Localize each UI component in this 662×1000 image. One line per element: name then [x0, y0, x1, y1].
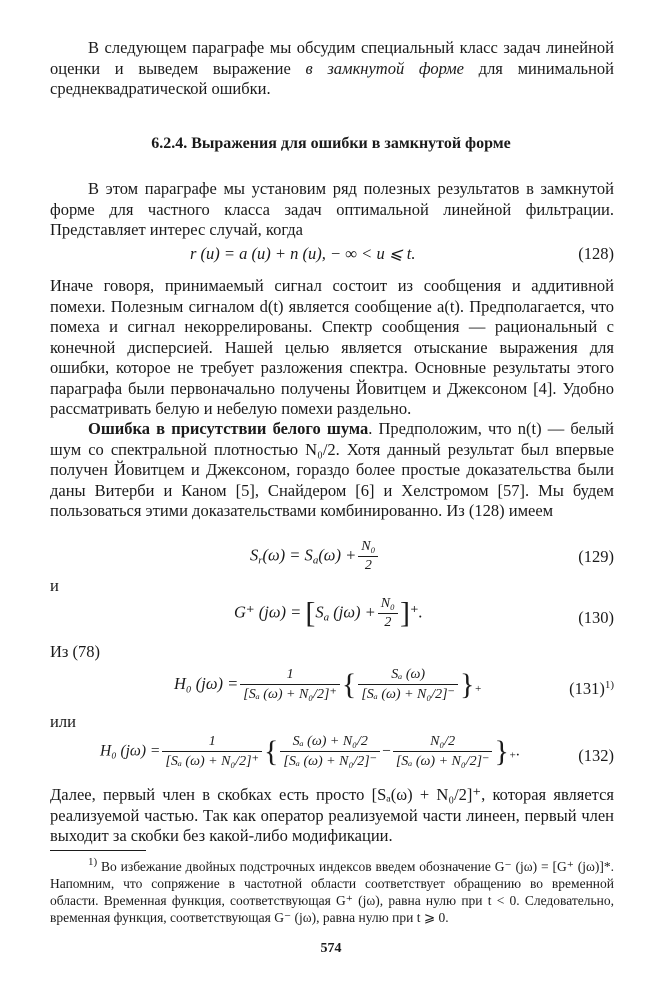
equation-132-number: (132)	[578, 746, 614, 765]
eq130-tail: ⁺.	[409, 602, 423, 622]
equation-131-body	[174, 667, 482, 703]
eq129-lhs: S	[250, 545, 259, 565]
eq132-fraction-2	[280, 734, 380, 770]
eq130-lhs: G⁺ (jω) =	[234, 602, 302, 622]
eq131-fraction-1	[240, 667, 340, 703]
eq129-arg2: (ω) +	[318, 545, 357, 565]
eq131-brace-left: {	[341, 668, 357, 701]
eq131-number-text: (131)	[569, 679, 605, 698]
equation-129-number: (129)	[578, 547, 614, 566]
equation-132	[50, 734, 614, 780]
footnote-text: Во избежание двойных подстрочных индексов введем обозначение G⁻ (jω) = [G⁺ (jω)]*. Напомним, что сопряжение в частотной области соответствует обращению во временной области. Временная функция, соответствующая G⁺ (jω), равна нулю при t < 0. Следовательно, временная функция, соответствующая G⁻ (jω), равна нулю при t ⩾ 0.	[50, 859, 614, 925]
eq131-f1-num: 1	[240, 667, 340, 685]
eq132-brace-right: }	[494, 735, 509, 768]
paragraph-4: Далее, первый член в скобках есть просто [Sₐ(ω) + N₀/2]⁺, которая является реализуемой частью. Так как оператор реализуемой части линеен, первый член выходит за скобки без какой-либо модификации.	[50, 785, 614, 845]
word-from-78: Из (78)	[50, 642, 101, 661]
paragraph-3-bold: Ошибка в присутствии белого шума	[88, 419, 369, 438]
equation-129	[50, 537, 614, 577]
eq132-tail: +	[508, 749, 517, 762]
eq130-bracket-right: ]	[399, 596, 410, 630]
eq131-lhs: H₀ (jω) =	[174, 673, 239, 693]
eq132-fraction-3	[393, 734, 493, 770]
eq131-tail: +	[474, 682, 482, 695]
equation-129-body	[250, 539, 380, 574]
eq129-fraction	[358, 539, 378, 574]
equation-130-number: (130)	[578, 608, 614, 627]
eq129-arg: (ω) = S	[262, 545, 313, 565]
eq132-f2-num: Sₐ (ω) + N₀/2	[280, 734, 380, 752]
eq132-dot: .	[516, 742, 521, 760]
eq129-frac-den: 2	[364, 558, 372, 573]
eq132-lhs: H₀ (jω) =	[100, 742, 161, 760]
paragraph-3-text: . Предположим, что n(t) — белый шум со спектральной плотностью N₀/2. Хотя данный результат был впервые получен Йовитцем и Джексоном, гораздо более простые доказательства были даны Витерби и Каном [5], Снайдером [6] и Хелстромом [57]. Мы будем пользоваться этими доказательствами комбинированно. Из (128) имеем	[50, 419, 614, 520]
eq130-inner-arg: (jω) +	[329, 602, 376, 622]
eq131-brace-right: }	[459, 668, 475, 701]
eq130-frac-num: N₀	[378, 596, 398, 614]
footnote-marker: 1)	[88, 856, 98, 868]
footnote	[50, 854, 614, 926]
eq132-f1-num: 1	[162, 734, 262, 752]
eq132-f3-den: [Sₐ (ω) + N₀/2]⁻	[395, 754, 490, 769]
intro-text: В следующем параграфе мы обсудим специальный класс задач линейной оценки и выведем выражение	[50, 38, 614, 78]
word-and: и	[50, 576, 59, 595]
equation-128-body: r (u) = a (u) + n (u), − ∞ < u ⩽ t.	[190, 244, 416, 263]
paragraph-1: В этом параграфе мы установим ряд полезных результатов в замкнутой форме для частного класса задач оптимальной линейной фильтрации. Представляет интерес случай, когда	[50, 179, 614, 239]
eq129-lhs-sub: r	[258, 554, 263, 567]
eq130-bracket-left: [	[305, 596, 316, 630]
paragraph-2: Иначе говоря, принимаемый сигнал состоит из сообщения и аддитивной помехи. Полезным сигналом d(t) является сообщение a(t). Предполагается, что помеха и сигнал некоррелированы. Спектр сообщения — рациональный с конечной дисперсией. Нашей целью является отыскание выражения для ошибки, которое не требует разложения спектра. Основные результаты этого параграфа были первоначально получены Йовитцем и Джексоном [4]. Удобно рассматривать белую и небелую помехи раздельно.	[50, 276, 614, 418]
eq132-f1-den: [Sₐ (ω) + N₀/2]⁺	[165, 754, 260, 769]
equation-130	[50, 596, 614, 636]
eq132-f3-num: N₀/2	[393, 734, 493, 752]
eq130-inner: S	[315, 602, 324, 622]
eq132-minus: −	[382, 742, 391, 760]
eq132-fraction-1	[162, 734, 262, 770]
eq130-frac-den: 2	[384, 615, 392, 630]
eq131-f2-den: [Sₐ (ω) + N₀/2]⁻	[361, 687, 455, 702]
eq131-number-sup: 1)	[604, 679, 614, 691]
equation-131-number	[569, 679, 614, 699]
eq132-brace-left: {	[264, 735, 279, 768]
word-or: или	[50, 712, 76, 731]
eq130-inner-sub: a	[323, 611, 330, 624]
section-heading: 6.2.4. Выражения для ошибки в замкнутой форме	[151, 135, 511, 152]
equation-130-body	[234, 596, 423, 631]
intro-italic: в замкнутой форме	[305, 58, 464, 78]
paragraph-3	[50, 419, 614, 522]
intro-text-end: для минимальной среднеквадратической ошибки.	[50, 58, 614, 98]
footnote-rule	[50, 850, 146, 851]
eq129-sa-sub: a	[312, 554, 319, 567]
page-number: 574	[320, 941, 342, 956]
equation-131	[50, 667, 614, 713]
equation-132-body	[100, 734, 520, 770]
intro-paragraph	[50, 38, 614, 100]
equation-128-number: (128)	[578, 244, 614, 263]
eq131-fraction-2	[358, 667, 458, 703]
eq131-f2-num: Sₐ (ω)	[358, 667, 458, 685]
eq132-f2-den: [Sₐ (ω) + N₀/2]⁻	[283, 754, 378, 769]
eq129-frac-num: N₀	[358, 539, 378, 557]
eq130-fraction	[378, 596, 398, 631]
eq131-f1-den: [Sₐ (ω) + N₀/2]⁺	[243, 687, 337, 702]
